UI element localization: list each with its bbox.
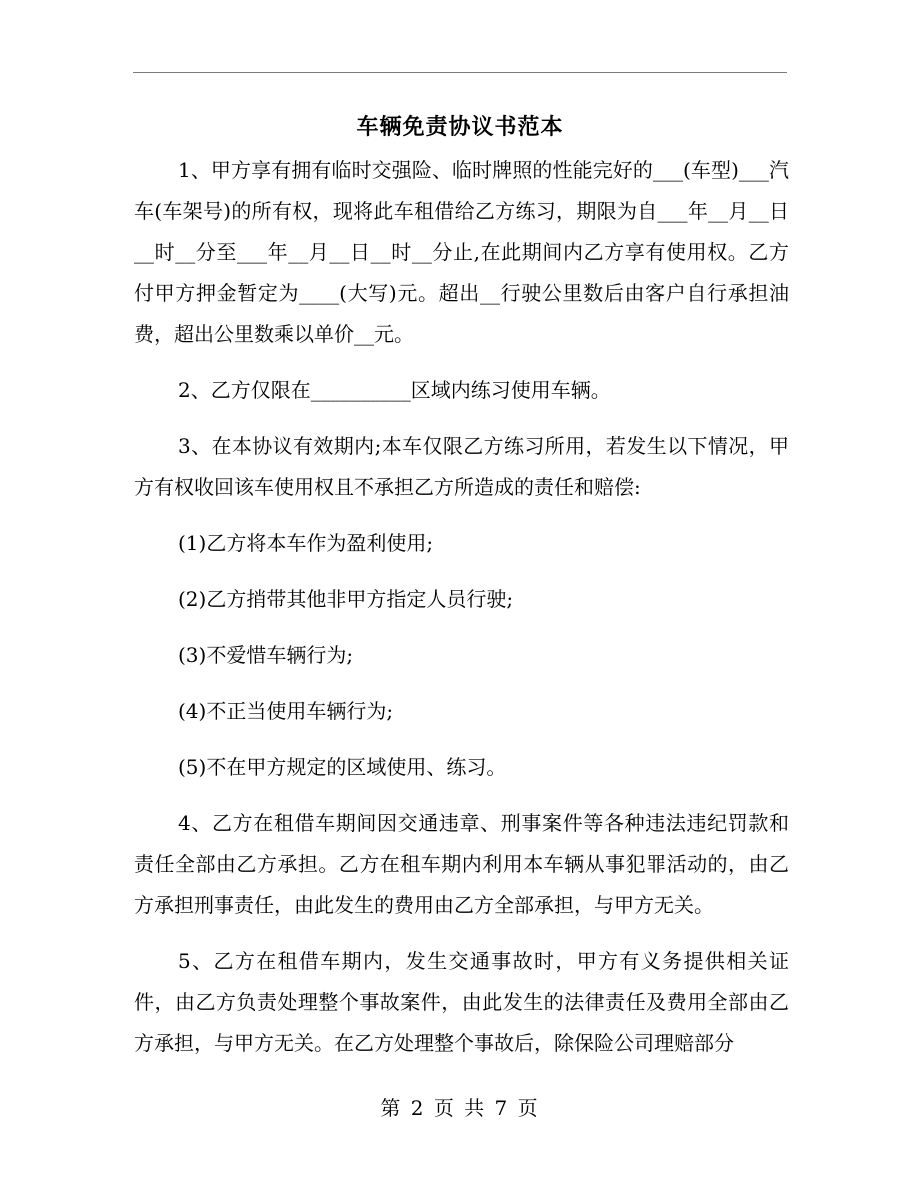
list-item-3: (3)不爱惜车辆行为; (178, 643, 354, 667)
paragraph-2: 2、乙方仅限在__________区域内练习使用车辆。 (178, 378, 611, 402)
page-number: 第 2 页 共 7 页 (380, 1096, 540, 1120)
header-rule (133, 72, 787, 73)
paragraph-3: 3、在本协议有效期内;本车仅限乙方练习所用，若发生以下情况，甲方有权收回该车使用权且不承担乙方所造成的责任和赔偿: (134, 434, 789, 499)
paragraph-5: 5、乙方在租借车期内，发生交通事故时，甲方有义务提供相关证件，由乙方负责处理整个事故案件，由此发生的法律责任及费用全部由乙方承担，与甲方无关。在乙方处理整个事故后，除保险公司理赔部分 (134, 949, 789, 1055)
document-title: 车辆免责协议书范本 (356, 114, 564, 140)
paragraph-1: 1、甲方享有拥有临时交强险、临时牌照的性能完好的___(车型)___汽车(车架号)的所有权，现将此车租借给乙方练习，期限为自___年__月__日__时__分至___年__月__日__时__分止,在此期间内乙方享有使用权。乙方付甲方押金暂定为____(大写)元。超出__行驶公里数后由客户自行承担油费，超出公里数乘以单价__元。 (134, 158, 789, 346)
document-body (134, 150, 789, 1064)
paragraph-4: 4、乙方在租借车期间因交通违章、刑事案件等各种违法违纪罚款和责任全部由乙方承担。乙方在租车期内利用本车辆从事犯罪活动的，由乙方承担刑事责任，由此发生的费用由乙方全部承担，与甲方无关。 (134, 811, 789, 917)
list-item-4: (4)不正当使用车辆行为; (178, 699, 394, 723)
list-item-2: (2)乙方捎带其他非甲方指定人员行驶; (178, 587, 514, 611)
list-item-5: (5)不在甲方规定的区域使用、练习。 (178, 755, 507, 779)
list-item-1: (1)乙方将本车作为盈利使用; (178, 531, 434, 555)
